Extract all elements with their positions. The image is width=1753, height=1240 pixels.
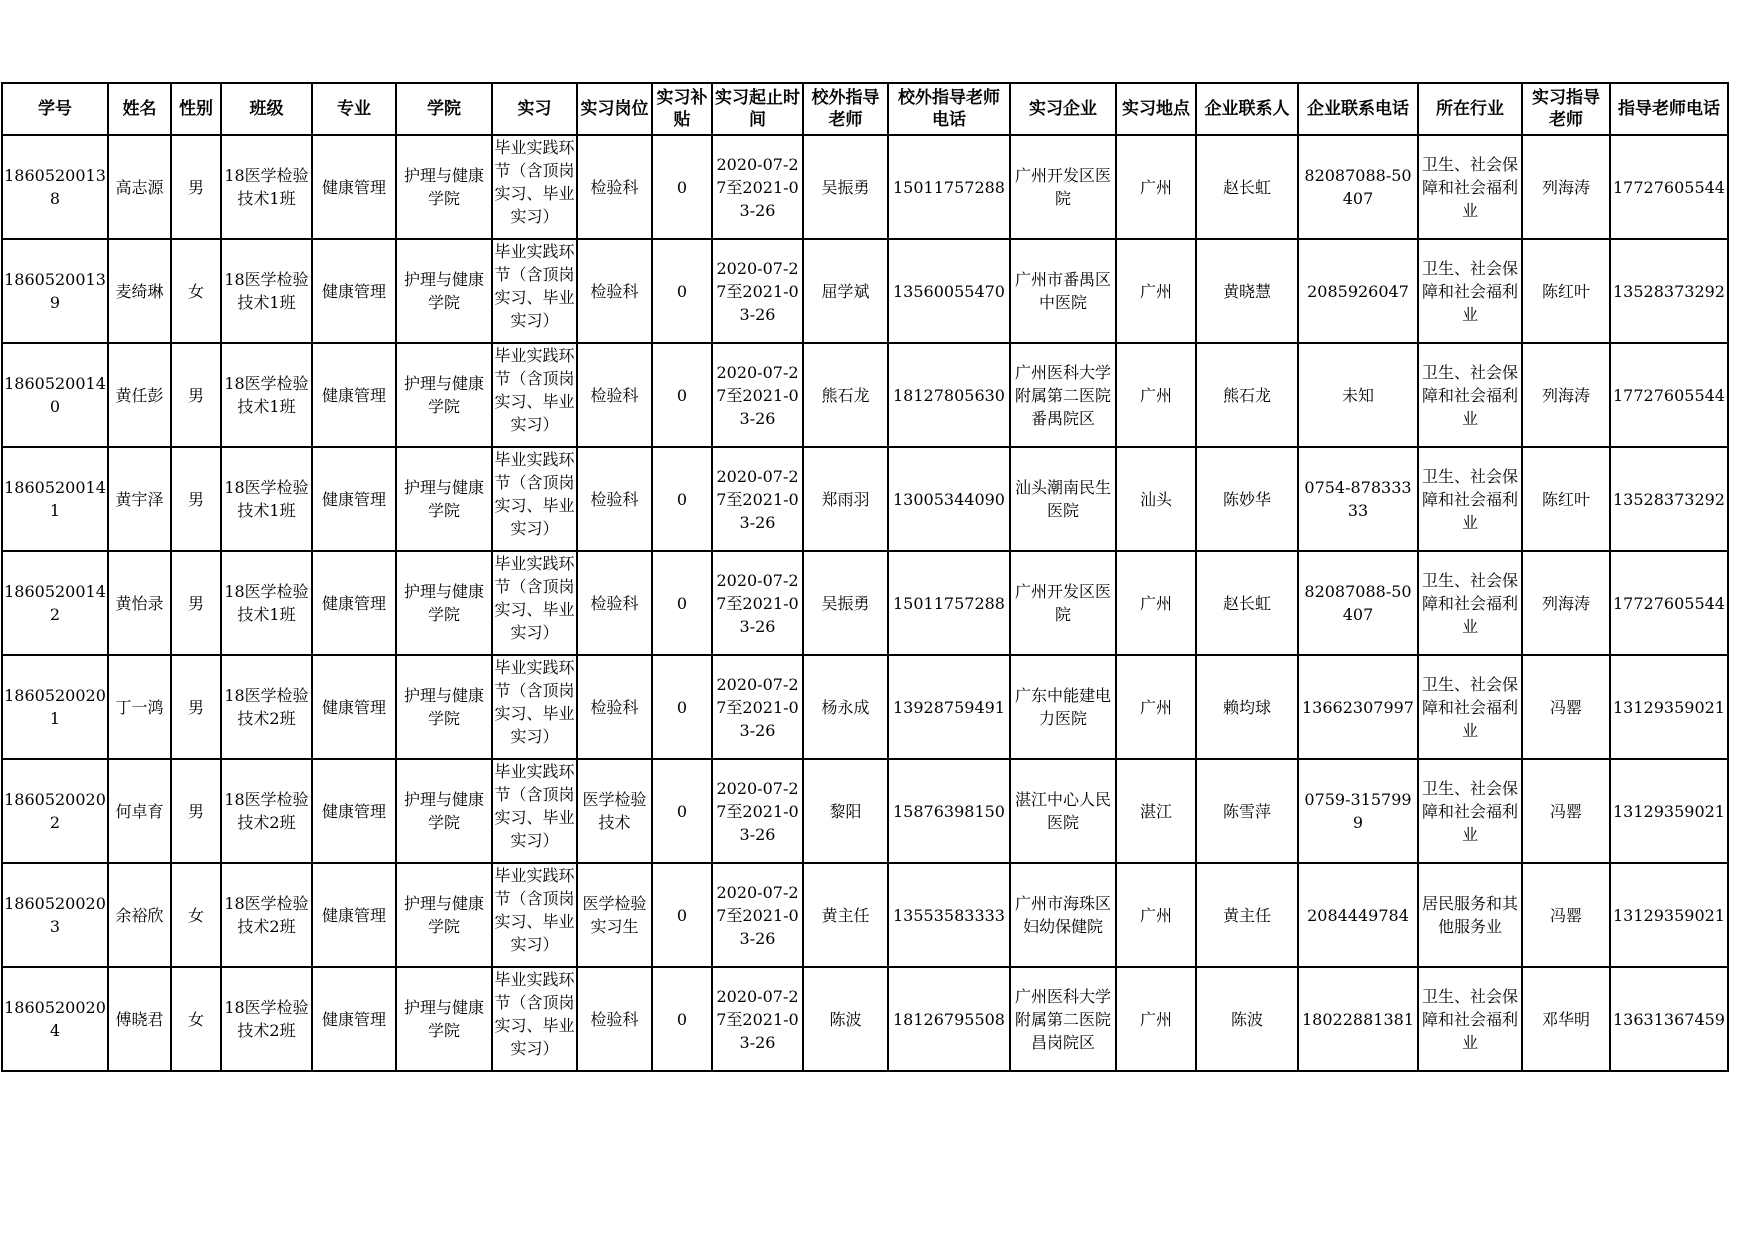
column-header: 实习: [492, 83, 577, 135]
column-header: 性别: [171, 83, 221, 135]
table-cell: 15011757288: [888, 551, 1010, 655]
internship-type-text: 毕业实践环节（含顶岗实习、毕业实习）: [494, 970, 575, 1058]
table-cell: 18605200142: [2, 551, 108, 655]
table-cell: 女: [171, 967, 221, 1071]
table-cell: 护理与健康学院: [396, 759, 492, 863]
table-cell: 男: [171, 343, 221, 447]
table-cell: 0759-3157999: [1298, 759, 1418, 863]
table-cell: 检验科: [577, 343, 652, 447]
table-cell: 18605200204: [2, 967, 108, 1071]
table-row: [2, 551, 1728, 655]
table-cell: 卫生、社会保障和社会福利业: [1418, 655, 1522, 759]
table-cell: 黄怡录: [108, 551, 171, 655]
table-cell: 护理与健康学院: [396, 343, 492, 447]
table-cell: 广州: [1116, 863, 1196, 967]
table-cell: [492, 135, 577, 239]
table-cell: 护理与健康学院: [396, 239, 492, 343]
table-cell: 广州市番禺区中医院: [1010, 239, 1116, 343]
column-header: 实习起止时间: [712, 83, 803, 135]
table-cell: 健康管理: [312, 863, 396, 967]
table-cell: 13129359021: [1610, 655, 1728, 759]
internship-type-text: 毕业实践环节（含顶岗实习、毕业实习）: [494, 346, 575, 434]
table-cell: 健康管理: [312, 551, 396, 655]
column-header: 专业: [312, 83, 396, 135]
table-cell: 湛江: [1116, 759, 1196, 863]
column-header: 实习补贴: [652, 83, 712, 135]
table-cell: 列海涛: [1522, 135, 1610, 239]
table-cell: 13129359021: [1610, 759, 1728, 863]
column-header: 实习指导老师: [1522, 83, 1610, 135]
table-cell: 2020-07-27至2021-03-26: [712, 759, 803, 863]
table-cell: 0: [652, 655, 712, 759]
table-cell: 2020-07-27至2021-03-26: [712, 967, 803, 1071]
table-cell: 列海涛: [1522, 343, 1610, 447]
table-cell: 健康管理: [312, 135, 396, 239]
table-cell: 护理与健康学院: [396, 863, 492, 967]
table-cell: 检验科: [577, 655, 652, 759]
table-cell: 13528373292: [1610, 239, 1728, 343]
table-cell: 18605200203: [2, 863, 108, 967]
table-cell: 健康管理: [312, 239, 396, 343]
table-cell: 检验科: [577, 135, 652, 239]
table-cell: 陈波: [1196, 967, 1298, 1071]
table-cell: 检验科: [577, 239, 652, 343]
internship-type-text: 毕业实践环节（含顶岗实习、毕业实习）: [494, 450, 575, 538]
table-cell: 15876398150: [888, 759, 1010, 863]
table-cell: [492, 447, 577, 551]
table-cell: 18605200202: [2, 759, 108, 863]
table-cell: 0: [652, 135, 712, 239]
column-header: 姓名: [108, 83, 171, 135]
table-cell: 郑雨羽: [803, 447, 888, 551]
table-cell: 18医学检验技术2班: [221, 759, 312, 863]
table-cell: 0: [652, 863, 712, 967]
table-cell: 陈红叶: [1522, 239, 1610, 343]
table-row: [2, 759, 1728, 863]
table-cell: 广州: [1116, 343, 1196, 447]
internship-type-text: 毕业实践环节（含顶岗实习、毕业实习）: [494, 138, 575, 226]
table-cell: 黄任彭: [108, 343, 171, 447]
table-cell: 13129359021: [1610, 863, 1728, 967]
table-cell: 冯罂: [1522, 759, 1610, 863]
table-cell: 0: [652, 447, 712, 551]
table-cell: 卫生、社会保障和社会福利业: [1418, 447, 1522, 551]
table-cell: 男: [171, 655, 221, 759]
table-cell: 陈雪萍: [1196, 759, 1298, 863]
table-cell: 82087088-50407: [1298, 551, 1418, 655]
table-cell: 健康管理: [312, 655, 396, 759]
table-cell: 0: [652, 551, 712, 655]
header-row: [2, 83, 1728, 135]
table-cell: 黎阳: [803, 759, 888, 863]
table-cell: 18医学检验技术2班: [221, 967, 312, 1071]
table-cell: 邓华明: [1522, 967, 1610, 1071]
table-cell: [492, 863, 577, 967]
table-cell: 广州医科大学附属第二医院番禺院区: [1010, 343, 1116, 447]
table-cell: 黄宇泽: [108, 447, 171, 551]
table-cell: 2084449784: [1298, 863, 1418, 967]
table-cell: [492, 343, 577, 447]
table-cell: 2020-07-27至2021-03-26: [712, 343, 803, 447]
table-cell: 丁一鸿: [108, 655, 171, 759]
table-cell: 护理与健康学院: [396, 967, 492, 1071]
column-header: 指导老师电话: [1610, 83, 1728, 135]
table-cell: 汕头潮南民生医院: [1010, 447, 1116, 551]
table-cell: 广州: [1116, 655, 1196, 759]
table-cell: 医学检验实习生: [577, 863, 652, 967]
table-cell: 健康管理: [312, 967, 396, 1071]
internship-type-text: 毕业实践环节（含顶岗实习、毕业实习）: [494, 762, 575, 850]
table-cell: 女: [171, 239, 221, 343]
table-cell: 男: [171, 759, 221, 863]
table-cell: 2020-07-27至2021-03-26: [712, 863, 803, 967]
table-cell: 广州: [1116, 551, 1196, 655]
table-cell: 2020-07-27至2021-03-26: [712, 655, 803, 759]
table-cell: 2020-07-27至2021-03-26: [712, 447, 803, 551]
table-cell: [492, 759, 577, 863]
internship-table: [1, 82, 1729, 1072]
table-cell: 13553583333: [888, 863, 1010, 967]
table-cell: 汕头: [1116, 447, 1196, 551]
table-cell: 健康管理: [312, 759, 396, 863]
internship-type-text: 毕业实践环节（含顶岗实习、毕业实习）: [494, 554, 575, 642]
table-cell: 黄主任: [803, 863, 888, 967]
table-cell: 陈妙华: [1196, 447, 1298, 551]
table-cell: 卫生、社会保障和社会福利业: [1418, 343, 1522, 447]
table-cell: 18医学检验技术1班: [221, 135, 312, 239]
table-cell: 黄主任: [1196, 863, 1298, 967]
table-cell: 卫生、社会保障和社会福利业: [1418, 135, 1522, 239]
column-header: 企业联系电话: [1298, 83, 1418, 135]
table-cell: 未知: [1298, 343, 1418, 447]
table-row: [2, 655, 1728, 759]
table-cell: 赵长虹: [1196, 551, 1298, 655]
table-cell: 赖均球: [1196, 655, 1298, 759]
table-cell: 湛江中心人民医院: [1010, 759, 1116, 863]
table-cell: 13560055470: [888, 239, 1010, 343]
table-cell: 0754-87833333: [1298, 447, 1418, 551]
table-cell: 卫生、社会保障和社会福利业: [1418, 967, 1522, 1071]
table-cell: 检验科: [577, 551, 652, 655]
table-cell: 广州市海珠区妇幼保健院: [1010, 863, 1116, 967]
table-cell: 82087088-50407: [1298, 135, 1418, 239]
table-cell: 健康管理: [312, 343, 396, 447]
table-cell: 卫生、社会保障和社会福利业: [1418, 759, 1522, 863]
table-cell: 屈学斌: [803, 239, 888, 343]
table-cell: 广州: [1116, 239, 1196, 343]
table-cell: 0: [652, 967, 712, 1071]
table-row: [2, 447, 1728, 551]
column-header: 校外指导老师: [803, 83, 888, 135]
table-cell: 18医学检验技术2班: [221, 863, 312, 967]
table-cell: 列海涛: [1522, 551, 1610, 655]
table-cell: 居民服务和其他服务业: [1418, 863, 1522, 967]
table-cell: 护理与健康学院: [396, 655, 492, 759]
internship-type-text: 毕业实践环节（含顶岗实习、毕业实习）: [494, 866, 575, 954]
table-cell: 陈红叶: [1522, 447, 1610, 551]
table-cell: 2020-07-27至2021-03-26: [712, 135, 803, 239]
table-cell: 检验科: [577, 967, 652, 1071]
table-cell: 15011757288: [888, 135, 1010, 239]
table-cell: 18605200139: [2, 239, 108, 343]
table-cell: 13631367459: [1610, 967, 1728, 1071]
table-cell: 傅晓君: [108, 967, 171, 1071]
column-header: 企业联系人: [1196, 83, 1298, 135]
table-cell: 广州: [1116, 967, 1196, 1071]
table-cell: 2020-07-27至2021-03-26: [712, 239, 803, 343]
table-cell: 男: [171, 447, 221, 551]
table-cell: 18医学检验技术1班: [221, 239, 312, 343]
table-row: [2, 863, 1728, 967]
table-cell: 0: [652, 343, 712, 447]
table-cell: 何卓育: [108, 759, 171, 863]
column-header: 实习岗位: [577, 83, 652, 135]
table-cell: 0: [652, 759, 712, 863]
table-cell: 广州开发区医院: [1010, 551, 1116, 655]
column-header: 校外指导老师电话: [888, 83, 1010, 135]
table-cell: 18126795508: [888, 967, 1010, 1071]
table-cell: 17727605544: [1610, 135, 1728, 239]
column-header: 学院: [396, 83, 492, 135]
table-row: [2, 343, 1728, 447]
column-header: 班级: [221, 83, 312, 135]
table-cell: 13928759491: [888, 655, 1010, 759]
column-header: 实习企业: [1010, 83, 1116, 135]
table-cell: 18127805630: [888, 343, 1010, 447]
table-cell: 广州: [1116, 135, 1196, 239]
table-cell: 广东中能建电力医院: [1010, 655, 1116, 759]
table-cell: 陈波: [803, 967, 888, 1071]
table-cell: 18医学检验技术1班: [221, 551, 312, 655]
table-cell: 健康管理: [312, 447, 396, 551]
table-cell: 男: [171, 551, 221, 655]
table-cell: 护理与健康学院: [396, 447, 492, 551]
table-cell: 高志源: [108, 135, 171, 239]
table-cell: 冯罂: [1522, 655, 1610, 759]
table-row: [2, 135, 1728, 239]
table-cell: 18605200201: [2, 655, 108, 759]
table-cell: 18605200140: [2, 343, 108, 447]
internship-type-text: 毕业实践环节（含顶岗实习、毕业实习）: [494, 242, 575, 330]
table-cell: [492, 967, 577, 1071]
table-cell: 余裕欣: [108, 863, 171, 967]
table-row: [2, 239, 1728, 343]
table-cell: 医学检验技术: [577, 759, 652, 863]
column-header: 学号: [2, 83, 108, 135]
table-cell: 赵长虹: [1196, 135, 1298, 239]
table-cell: 13528373292: [1610, 447, 1728, 551]
table-cell: 2085926047: [1298, 239, 1418, 343]
table-cell: 麦绮琳: [108, 239, 171, 343]
table-cell: 18605200138: [2, 135, 108, 239]
table-cell: 17727605544: [1610, 343, 1728, 447]
table-cell: 13662307997: [1298, 655, 1418, 759]
table-cell: 护理与健康学院: [396, 551, 492, 655]
table-cell: 0: [652, 239, 712, 343]
table-cell: 卫生、社会保障和社会福利业: [1418, 239, 1522, 343]
table-cell: 女: [171, 863, 221, 967]
table-cell: 冯罂: [1522, 863, 1610, 967]
table-row: [2, 967, 1728, 1071]
table-cell: 2020-07-27至2021-03-26: [712, 551, 803, 655]
table-cell: 检验科: [577, 447, 652, 551]
table-cell: 广州开发区医院: [1010, 135, 1116, 239]
column-header: 所在行业: [1418, 83, 1522, 135]
table-cell: [492, 239, 577, 343]
table-cell: 18医学检验技术1班: [221, 447, 312, 551]
table-cell: [492, 551, 577, 655]
table-cell: 护理与健康学院: [396, 135, 492, 239]
table-cell: 13005344090: [888, 447, 1010, 551]
table-cell: 黄晓慧: [1196, 239, 1298, 343]
table-cell: [492, 655, 577, 759]
table-cell: 杨永成: [803, 655, 888, 759]
table-cell: 18605200141: [2, 447, 108, 551]
table-cell: 18医学检验技术2班: [221, 655, 312, 759]
table-cell: 广州医科大学附属第二医院昌岗院区: [1010, 967, 1116, 1071]
table-cell: 男: [171, 135, 221, 239]
table-body: [2, 135, 1728, 1071]
table-cell: 熊石龙: [803, 343, 888, 447]
table-cell: 18022881381: [1298, 967, 1418, 1071]
table-cell: 熊石龙: [1196, 343, 1298, 447]
table-cell: 17727605544: [1610, 551, 1728, 655]
table-cell: 吴振勇: [803, 135, 888, 239]
internship-type-text: 毕业实践环节（含顶岗实习、毕业实习）: [494, 658, 575, 746]
table-cell: 卫生、社会保障和社会福利业: [1418, 551, 1522, 655]
column-header: 实习地点: [1116, 83, 1196, 135]
table-cell: 吴振勇: [803, 551, 888, 655]
table-cell: 18医学检验技术1班: [221, 343, 312, 447]
